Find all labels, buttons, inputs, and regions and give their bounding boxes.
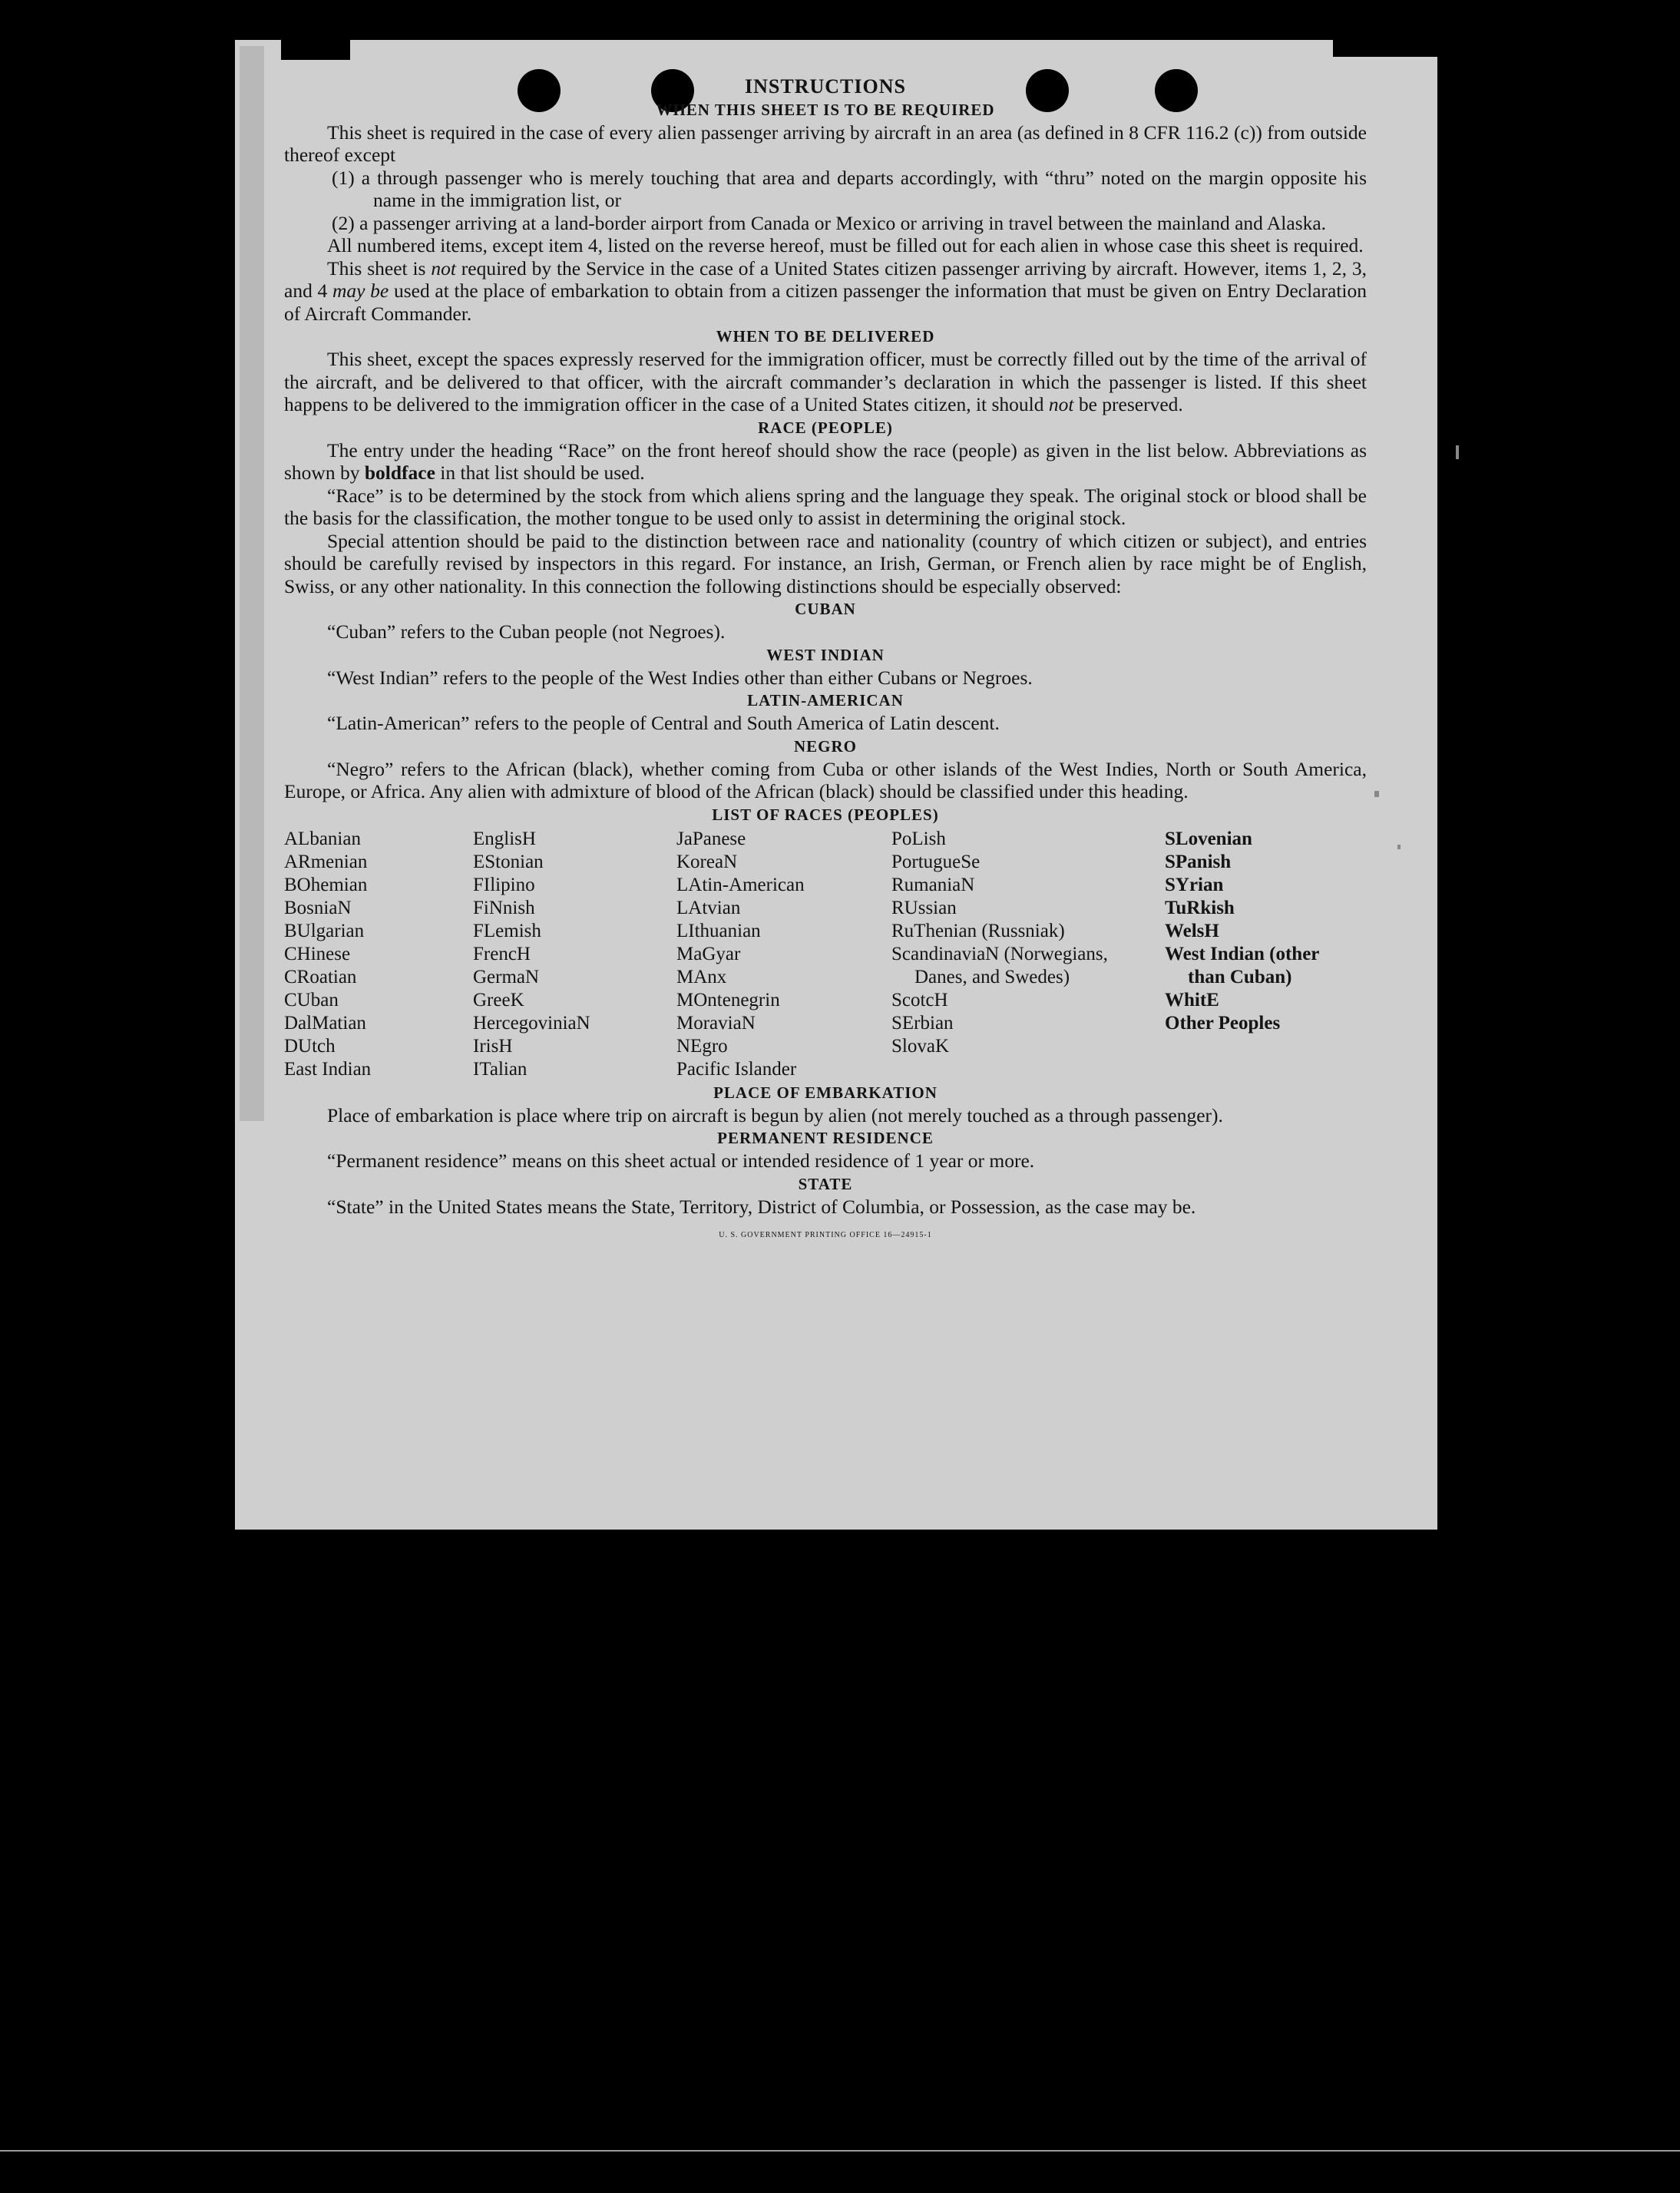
paragraph-citizen: This sheet is not required by the Service in the case of a United States citizen passenger arriving by aircraft. However, items 1, 2, 3, and 4 may be used at the place of embarkation to obtain from a citizen passenger the information that must be given on Entry Declaration of Aircraft Commander. — [284, 256, 1367, 325]
races-column-1 — [284, 828, 473, 1081]
races-column-3 — [676, 828, 891, 1081]
paragraph-negro: “Negro” refers to the African (black), whether coming from Cuba or other islands of the West Indies, North or South America, Europe, or Africa. Any alien with admixture of blood of the African (black) should be classified under this heading. — [284, 757, 1367, 802]
list-item-2: (2) a passenger arriving at a land-border airport from Canada or Mexico or arriving in travel between the mainland and Alaska. — [332, 211, 1327, 234]
race-item: CHinese — [284, 943, 351, 964]
race-item: EStonian — [473, 851, 544, 872]
race-item: KoreaN — [676, 851, 738, 872]
paragraph-race-2: “Race” is to be determined by the stock from which aliens spring and the language they speak. The original stock or blood shall be the basis for the classification, the mother tongue to be used only to assist in determining the original stock. — [284, 484, 1367, 529]
race-item: WhitE — [1165, 989, 1219, 1011]
paragraph-state: “State” in the United States means the State, Territory, District of Columbia, or Possession, as the case may be. — [327, 1195, 1196, 1218]
race-item: MAnx — [676, 966, 727, 987]
paragraph-latin-american: “Latin-American” refers to the people of Central and South America of Latin descent. — [327, 712, 1000, 734]
race-item: East Indian — [284, 1058, 372, 1080]
race-item: RUssian — [891, 897, 957, 918]
heading-race: RACE (PEOPLE) — [758, 418, 893, 437]
heading-negro: NEGRO — [793, 736, 857, 756]
race-item: DUtch — [284, 1035, 336, 1057]
paragraph-numbered-items: All numbered items, except item 4, listed on the reverse hereof, must be filled out for each alien in whose case this sheet is required. — [327, 234, 1364, 256]
heading-place-of-embarkation: PLACE OF EMBARKATION — [713, 1083, 938, 1102]
race-item: WelsH — [1165, 920, 1219, 941]
printing-office-imprint: U. S. GOVERNMENT PRINTING OFFICE 16—24915-1 — [719, 1231, 932, 1239]
race-item: LAtvian — [676, 897, 741, 918]
race-item: GreeK — [473, 989, 524, 1011]
list-item-1: (1) a through passenger who is merely touching that area and departs accordingly, with “thru” noted on the margin opposite his name in the immigration list, or — [332, 166, 1367, 211]
race-item: SPanish — [1165, 851, 1232, 872]
race-item: PortugueSe — [891, 851, 981, 872]
paragraph-cuban: “Cuban” refers to the Cuban people (not Negroes). — [327, 620, 726, 643]
race-item: CUban — [284, 989, 339, 1011]
torn-corner — [281, 40, 350, 60]
race-item: HercegoviniaN — [473, 1012, 590, 1034]
scan-bottom-line — [0, 2150, 1680, 2152]
page-title: INSTRUCTIONS — [745, 75, 906, 98]
heading-when-required: WHEN THIS SHEET IS TO BE REQUIRED — [656, 100, 995, 119]
race-item: TuRkish — [1165, 897, 1235, 918]
paragraph-permanent-residence: “Permanent residence” means on this sheet actual or intended residence of 1 year or more. — [327, 1149, 1035, 1172]
heading-list-of-races: LIST OF RACES (PEOPLES) — [712, 805, 939, 824]
race-item: SLovenian — [1165, 828, 1252, 849]
race-item: West Indian (other than Cuban) — [1165, 943, 1319, 987]
race-item: NEgro — [676, 1035, 728, 1057]
race-item: LIthuanian — [676, 920, 761, 941]
race-item: FLemish — [473, 920, 541, 941]
race-item: MoraviaN — [676, 1012, 756, 1034]
torn-edge — [1333, 40, 1437, 57]
scan-artifact — [1397, 845, 1401, 849]
race-item: Pacific Islander — [676, 1058, 797, 1080]
race-item: FIlipino — [473, 874, 535, 895]
paragraph-when-required-intro: This sheet is required in the case of every alien passenger arriving by aircraft in an area (as defined in 8 CFR 116.2 (c)) from outside thereof except — [284, 121, 1367, 166]
scan-artifact — [1374, 791, 1379, 797]
races-column-4 — [891, 828, 1165, 1081]
heading-state: STATE — [798, 1174, 853, 1193]
paragraph-when-delivered: This sheet, except the spaces expressly reserved for the immigration officer, must be correctly filled out by the time of the arrival of the aircraft, and be delivered to that officer, with the aircraft commander’s declaration in which the passenger is listed. If this sheet happens to be delivered to the immigration officer in the case of a United States citizen, it should not be preserved. — [284, 348, 1367, 415]
race-item: RumaniaN — [891, 874, 975, 895]
race-item: Other Peoples — [1165, 1012, 1281, 1034]
race-item: LAtin-American — [676, 874, 805, 895]
race-item: DalMatian — [284, 1012, 366, 1034]
heading-west-indian: WEST INDIAN — [766, 645, 885, 664]
race-item: BUlgarian — [284, 920, 365, 941]
race-item: ScotcH — [891, 989, 948, 1011]
race-item: ITalian — [473, 1058, 527, 1080]
race-item: SYrian — [1165, 874, 1224, 895]
races-column-2 — [473, 828, 676, 1081]
race-item: PoLish — [891, 828, 946, 849]
instructions-body — [284, 75, 1367, 1247]
race-item: ScandinaviaN (Norwegians, Danes, and Swedes) — [891, 943, 1108, 987]
paragraph-west-indian: “West Indian” refers to the people of the West Indies other than either Cubans or Negroes. — [327, 666, 1033, 689]
document-page — [235, 40, 1437, 1530]
race-item: GermaN — [473, 966, 540, 987]
heading-latin-american: LATIN-AMERICAN — [747, 691, 904, 710]
race-item: FrencH — [473, 943, 531, 964]
race-item: EnglisH — [473, 828, 536, 849]
race-item: BosniaN — [284, 897, 352, 918]
race-item: ARmenian — [284, 851, 368, 872]
race-item: IrisH — [473, 1035, 513, 1057]
race-item: ALbanian — [284, 828, 361, 849]
races-list — [284, 828, 1367, 1081]
paragraph-race-1: The entry under the heading “Race” on the front hereof should show the race (people) as given in the list below. Abbreviations as shown by boldface in that list should be used. — [284, 438, 1367, 484]
race-item: BOhemian — [284, 874, 368, 895]
scan-artifact — [1456, 445, 1459, 459]
heading-when-delivered: WHEN TO BE DELIVERED — [716, 327, 935, 346]
race-item: RuThenian (Russniak) — [891, 920, 1065, 941]
heading-cuban: CUBAN — [795, 600, 856, 618]
race-item: MOntenegrin — [676, 989, 780, 1011]
paragraph-race-3: Special attention should be paid to the distinction between race and nationality (country of which citizen or subject), and entries should be carefully revised by inspectors in this regard. For instance, an Irish, German, or French alien by race might be of English, Swiss, or any other nationality. In this connection the following distinctions should be especially observed: — [284, 529, 1367, 597]
race-item: SlovaK — [891, 1035, 949, 1057]
paragraph-place-of-embarkation: Place of embarkation is place where trip on aircraft is begun by alien (not merely touched as a through passenger). — [327, 1103, 1223, 1126]
races-column-5 — [1165, 828, 1357, 1081]
race-item: CRoatian — [284, 966, 357, 987]
page-edge-shadow — [240, 46, 264, 1121]
race-item: JaPanese — [676, 828, 746, 849]
race-item: SErbian — [891, 1012, 954, 1034]
race-item: FiNnish — [473, 897, 535, 918]
heading-permanent-residence: PERMANENT RESIDENCE — [717, 1129, 934, 1147]
race-item: MaGyar — [676, 943, 741, 964]
